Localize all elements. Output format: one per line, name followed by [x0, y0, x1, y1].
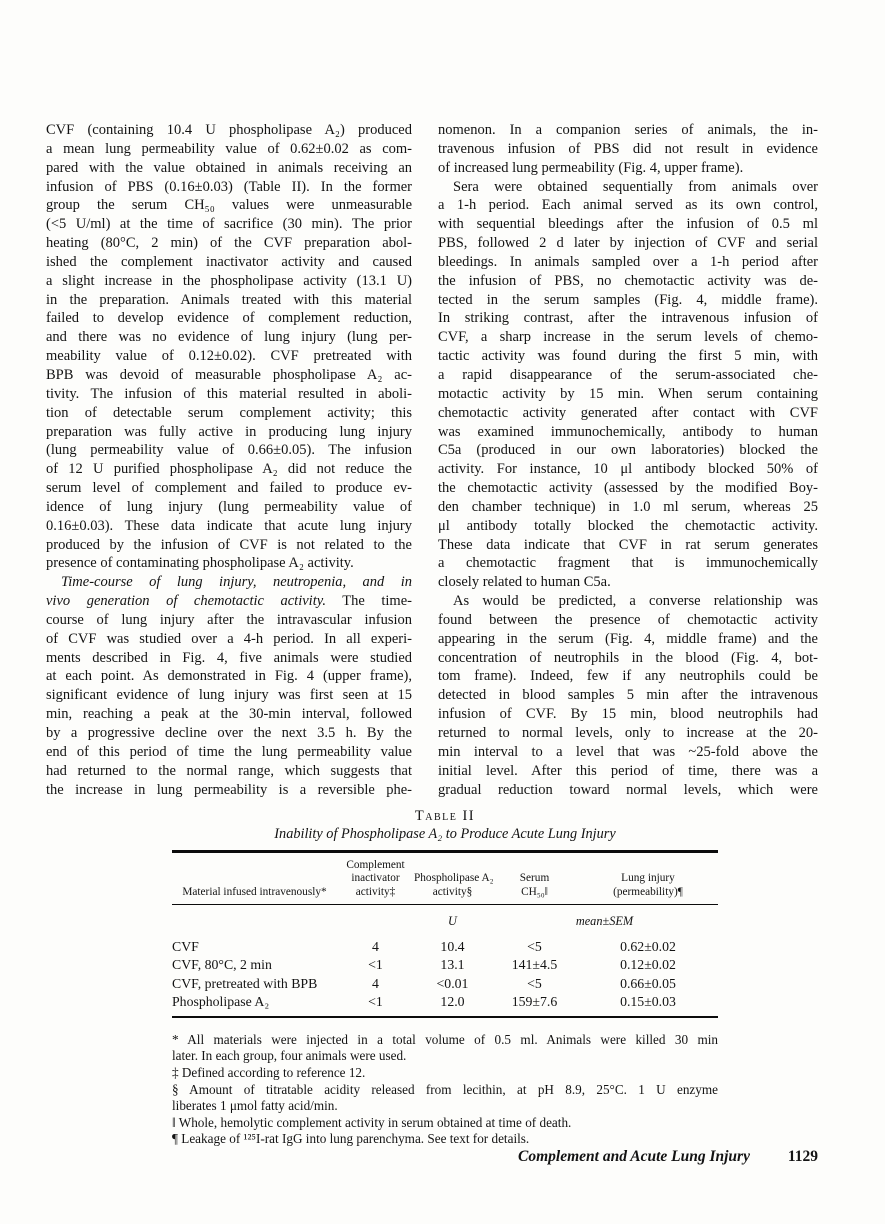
text-segment: infusion of CVF. By 15 min, blood neutrophils had: [438, 706, 818, 723]
text-line: [46, 498, 412, 517]
text-line: [438, 686, 818, 705]
header-line: Serum: [519, 872, 550, 885]
text-segment: tion of detectable serum complement activity; this: [46, 404, 412, 421]
text-segment: (lung permeability value of 0.66±0.05). The infusion: [46, 442, 412, 459]
text-line: [438, 743, 818, 762]
text-line: [46, 573, 412, 592]
text-segment: later. In each group, four animals were used.: [172, 1048, 407, 1064]
text-line: [438, 460, 818, 479]
text-segment: serum level of complement and failed to produce ev-: [46, 480, 412, 497]
text-segment: had returned to the normal range, which suggests that: [46, 762, 412, 779]
text-line: [46, 441, 412, 460]
text-line: [46, 140, 412, 159]
footnote-line: [172, 1098, 718, 1115]
footnote-line: [172, 1048, 718, 1065]
text-segment: by a progressive decline over the next 3.5 h. By the: [46, 725, 412, 741]
text-line: [46, 686, 412, 705]
footnote-line: [172, 1115, 718, 1132]
material-cell: CVF, pretreated with BPB: [172, 975, 318, 991]
table-title: Inability of Phospholipase A₂ to Produce Acute Lung Injury: [274, 826, 616, 842]
header-line: Material infused intravenously*: [182, 885, 327, 898]
text-line: [46, 536, 412, 555]
text-segment: was examined immunochemically, antibody to human: [438, 423, 818, 440]
text-segment: produced by the infusion of CVF is not related to the: [46, 536, 412, 553]
text-segment: travenous infusion of PBS did not result in evidence: [438, 140, 818, 157]
text-segment: motactic activity by 15 min. When serum containing: [438, 385, 818, 402]
header-line: activity‡: [355, 885, 396, 898]
text-line: [438, 234, 818, 253]
value-cell: <0.01: [436, 975, 469, 991]
text-line: [46, 121, 412, 140]
units-cell: mean±SEM: [575, 914, 634, 929]
text-line: [438, 705, 818, 724]
text-segment: gradual reduction toward normal levels, which were: [438, 781, 818, 798]
text-line: [438, 423, 818, 442]
text-segment: end of this period of time the lung permeability value: [46, 743, 412, 760]
text-line: [438, 441, 818, 460]
text-segment: Sera were obtained sequentially from animals over: [453, 178, 818, 195]
page-footer: [518, 1148, 818, 1166]
text-line: [46, 309, 412, 328]
text-line: [46, 178, 412, 197]
text-line: [46, 743, 412, 762]
material-cell: CVF, 80°C, 2 min: [172, 957, 272, 973]
units-row: [172, 905, 718, 936]
text-line: [438, 404, 818, 423]
header-line: inactivator: [351, 872, 400, 885]
footnote-line: [172, 1065, 718, 1082]
text-segment: BPB was devoid of measurable phospholipase A₂ ac-: [46, 366, 412, 383]
text-line: [438, 762, 818, 781]
text-line: [46, 404, 412, 423]
value-cell: 10.4: [440, 938, 465, 954]
text-segment: tivity. The infusion of this material resulted in aboli-: [46, 385, 412, 402]
text-segment: min, reaching a peak at the 30-min interval, followed: [46, 706, 412, 723]
text-line: [438, 121, 818, 140]
text-column-right: [438, 121, 818, 799]
column-header: [491, 852, 578, 905]
value-cell: 12.0: [440, 994, 465, 1010]
text-segment: μl antibody totally blocked the chemotactic activity.: [438, 517, 818, 534]
text-line: [46, 385, 412, 404]
text-line: [46, 554, 412, 573]
text-line: [46, 762, 412, 781]
table-row: [172, 993, 718, 1017]
text-line: [438, 140, 818, 159]
text-segment: significant evidence of lung injury was first seen at 15: [46, 687, 412, 704]
value-cell: <5: [527, 975, 542, 991]
value-cell: 4: [372, 975, 379, 991]
text-line: [438, 347, 818, 366]
text-line: [46, 479, 412, 498]
text-segment: a rapid disappearance of the serum-associated che-: [438, 366, 818, 383]
page-number: 1129: [787, 1148, 818, 1165]
units-cell: [337, 905, 414, 936]
text-line: [438, 573, 818, 592]
text-segment: a slight increase in the phospholipase activity (13.1 U): [46, 272, 412, 289]
column-header: [578, 852, 718, 905]
text-segment: infusion of PBS (0.16±0.03) (Table II). In the former: [46, 178, 412, 195]
text-segment: the chemotactic activity (assessed by the modified Boy-: [438, 480, 818, 497]
text-segment: found between the presence of chemotactic activity: [438, 611, 818, 628]
text-segment: These data indicate that CVF in rat serum generates: [438, 536, 818, 553]
text-line: [46, 630, 412, 649]
column-header: [172, 852, 337, 905]
text-segment: in the preparation. Animals treated with this material: [46, 291, 412, 308]
value-cell: 0.15±0.03: [620, 994, 676, 1010]
text-segment: a 1-h period. Each animal served as its own control,: [438, 197, 818, 214]
text-segment: heating (80°C, 2 min) of the CVF preparation abol-: [46, 235, 412, 252]
text-line: [438, 592, 818, 611]
text-line: [438, 385, 818, 404]
text-line: [438, 253, 818, 272]
value-cell: 13.1: [440, 957, 465, 973]
text-segment: ¶ Leakage of ¹²⁵I-rat IgG into lung parenchyma. See text for details.: [172, 1131, 530, 1147]
text-segment: nomenon. In a companion series of animals, the in-: [438, 122, 818, 138]
text-segment: * All materials were injected in a total volume of 0.5 ml. Animals were killed 30 min: [172, 1031, 718, 1047]
table-header-row: [172, 852, 718, 905]
text-segment: (<5 U/ml) at the time of sacrifice (30 min). The prior: [46, 216, 412, 233]
text-segment: of 12 U purified phospholipase A₂ did not reduce the: [46, 461, 412, 478]
text-line: [438, 291, 818, 310]
text-segment: at each point. As demonstrated in Fig. 4 (upper frame),: [46, 668, 412, 685]
text-line: [46, 366, 412, 385]
text-segment: appearing in the serum (Fig. 4, middle frame) and the: [438, 630, 818, 647]
header-line: (permeability)¶: [613, 885, 683, 898]
value-cell: <1: [368, 957, 383, 973]
text-line: [46, 611, 412, 630]
text-line: [46, 291, 412, 310]
text-line: [46, 253, 412, 272]
value-cell: 141±4.5: [511, 957, 558, 973]
text-segment: failed to develop evidence of complement reduction,: [46, 310, 412, 327]
text-line: [438, 724, 818, 743]
text-line: [438, 498, 818, 517]
text-segment: § Amount of titratable acidity released from lecithin, at pH 8.9, 25°C. 1 U enzyme: [172, 1081, 718, 1097]
text-segment: and there was no evidence of lung injury (lung per-: [46, 329, 412, 346]
text-segment: Time-course of lung injury, neutropenia, and in: [61, 574, 412, 591]
column-header: [414, 852, 494, 905]
text-line: [46, 347, 412, 366]
material-cell: Phospholipase A₂: [172, 994, 270, 1010]
text-segment: pared with the value obtained in animals receiving an: [46, 159, 412, 176]
text-segment: a mean lung permeability value of 0.62±0.02 as com-: [46, 140, 412, 157]
table-row: [172, 956, 718, 975]
value-cell: 159±7.6: [511, 994, 558, 1010]
header-line: Complement: [346, 859, 405, 871]
value-cell: 0.12±0.02: [620, 957, 676, 973]
text-segment: activity. For instance, 10 μl antibody blocked 50% of: [438, 461, 818, 478]
text-line: [46, 781, 412, 800]
text-segment: idence of lung injury (lung permeability value of: [46, 498, 412, 515]
text-segment: tactic activity was found during the first 5 min, with: [438, 348, 818, 365]
text-line: [46, 328, 412, 347]
text-line: [46, 592, 412, 611]
text-segment: presence of contaminating phospholipase A₂ activity.: [46, 555, 354, 572]
text-segment: min interval to a level that was ~25-fold above the: [438, 743, 818, 760]
text-line: [438, 536, 818, 555]
text-line: [46, 517, 412, 536]
text-segment: tom frame). Indeed, few if any neutrophils could be: [438, 668, 818, 685]
text-segment: tected in the serum samples (Fig. 4, middle frame).: [438, 291, 818, 308]
text-segment: vivo generation of chemotactic activity.: [46, 593, 326, 610]
text-segment: returned to normal levels, only to increase at the 20-: [438, 725, 818, 741]
text-segment: group the serum CH₅₀ values were unmeasurable: [46, 197, 412, 214]
text-line: [46, 234, 412, 253]
text-line: [438, 272, 818, 291]
text-segment: C5a (produced in our own laboratories) blocked the: [438, 442, 818, 459]
text-line: [438, 479, 818, 498]
header-line: activity§: [432, 885, 473, 898]
units-cell: U: [448, 914, 457, 929]
text-segment: ished the complement inactivator activity and caused: [46, 253, 412, 270]
text-line: [438, 366, 818, 385]
text-line: [438, 215, 818, 234]
text-line: [438, 667, 818, 686]
text-line: [438, 178, 818, 197]
text-line: [46, 460, 412, 479]
value-cell: <5: [527, 938, 542, 954]
text-segment: CVF (containing 10.4 U phospholipase A₂) produced: [46, 122, 412, 138]
text-line: [46, 215, 412, 234]
text-line: [438, 781, 818, 800]
header-line: CH₅₀‖: [521, 885, 548, 898]
running-title: Complement and Acute Lung Injury: [518, 1148, 750, 1165]
text-segment: course of lung injury after the intravascular infusion: [46, 611, 412, 628]
text-segment: preparation was fully active in producing lung injury: [46, 423, 412, 440]
text-segment: the increase in lung permeability is a reversible phe-: [46, 781, 412, 798]
text-line: [438, 554, 818, 573]
text-segment: with sequential bleedings after the infusion of 0.5 ml: [438, 216, 818, 233]
text-segment: ‖ Whole, hemolytic complement activity in serum obtained at time of death.: [172, 1114, 572, 1130]
table-row: [172, 936, 718, 957]
text-segment: of increased lung permeability (Fig. 4, upper frame).: [438, 159, 744, 176]
text-column-left: [46, 121, 412, 799]
text-line: [46, 649, 412, 668]
text-segment: chemotactic activity generated after contact with CVF: [438, 404, 818, 421]
text-segment: the infusion of PBS, no chemotactic activity was de-: [438, 272, 818, 289]
footnote-line: [172, 1032, 718, 1049]
text-line: [438, 196, 818, 215]
text-segment: In striking contrast, after the intravenous infusion of: [438, 310, 818, 327]
text-line: [46, 667, 412, 686]
text-line: [438, 517, 818, 536]
text-segment: detected in blood samples 5 min after the intravenous: [438, 687, 818, 704]
text-line: [46, 705, 412, 724]
value-cell: 0.66±0.05: [620, 975, 676, 991]
text-line: [438, 159, 818, 178]
material-cell: CVF: [172, 938, 199, 954]
units-cell: [172, 905, 337, 936]
footnote-line: [172, 1082, 718, 1099]
table-row: [172, 975, 718, 994]
table-footnotes: [172, 1032, 718, 1148]
footnote-line: [172, 1131, 718, 1148]
text-segment: concentration of neutrophils in the blood (Fig. 4, bot-: [438, 649, 818, 666]
text-line: [438, 649, 818, 668]
text-line: [438, 328, 818, 347]
text-segment: meability value of 0.12±0.02). CVF pretreated with: [46, 348, 412, 365]
text-segment: As would be predicted, a converse relationship was: [453, 593, 818, 610]
table-2-block: [172, 808, 718, 1148]
column-header: [337, 852, 414, 905]
text-segment: PBS, followed 2 d later by injection of CVF and serial: [438, 235, 818, 252]
text-segment: CVF, a sharp increase in the serum levels of chemo-: [438, 329, 818, 346]
text-line: [46, 196, 412, 215]
text-line: [438, 611, 818, 630]
text-segment: 0.16±0.03). These data indicate that acute lung injury: [46, 517, 412, 534]
text-line: [46, 724, 412, 743]
header-line: Phospholipase A₂: [414, 872, 494, 885]
text-segment: ments described in Fig. 4, five animals were studied: [46, 649, 412, 666]
text-line: [46, 159, 412, 178]
value-cell: 0.62±0.02: [620, 938, 676, 954]
text-segment: bleedings. In animals sampled over a 1-h period after: [438, 253, 818, 270]
value-cell: <1: [368, 994, 383, 1010]
text-segment: a chemotactic fragment that is immunochemically: [438, 555, 818, 572]
text-segment: initial level. After this period of time, there was a: [438, 762, 818, 779]
text-line: [438, 309, 818, 328]
text-segment: den chamber technique) in 1.0 ml serum, whereas 25: [438, 498, 818, 515]
header-line: Lung injury: [621, 872, 675, 885]
table-2-grid: [172, 850, 718, 1018]
text-segment: The time-: [326, 593, 412, 610]
text-line: [438, 630, 818, 649]
text-segment: of CVF was studied over a 4-h period. In all experi-: [46, 630, 412, 647]
table-label: Table II: [414, 808, 476, 824]
text-segment: ‡ Defined according to reference 12.: [172, 1064, 366, 1080]
text-line: [46, 272, 412, 291]
text-line: [46, 423, 412, 442]
value-cell: 4: [372, 938, 379, 954]
text-segment: liberates 1 μmol fatty acid/min.: [172, 1098, 338, 1114]
text-segment: closely related to human C5a.: [438, 574, 611, 591]
